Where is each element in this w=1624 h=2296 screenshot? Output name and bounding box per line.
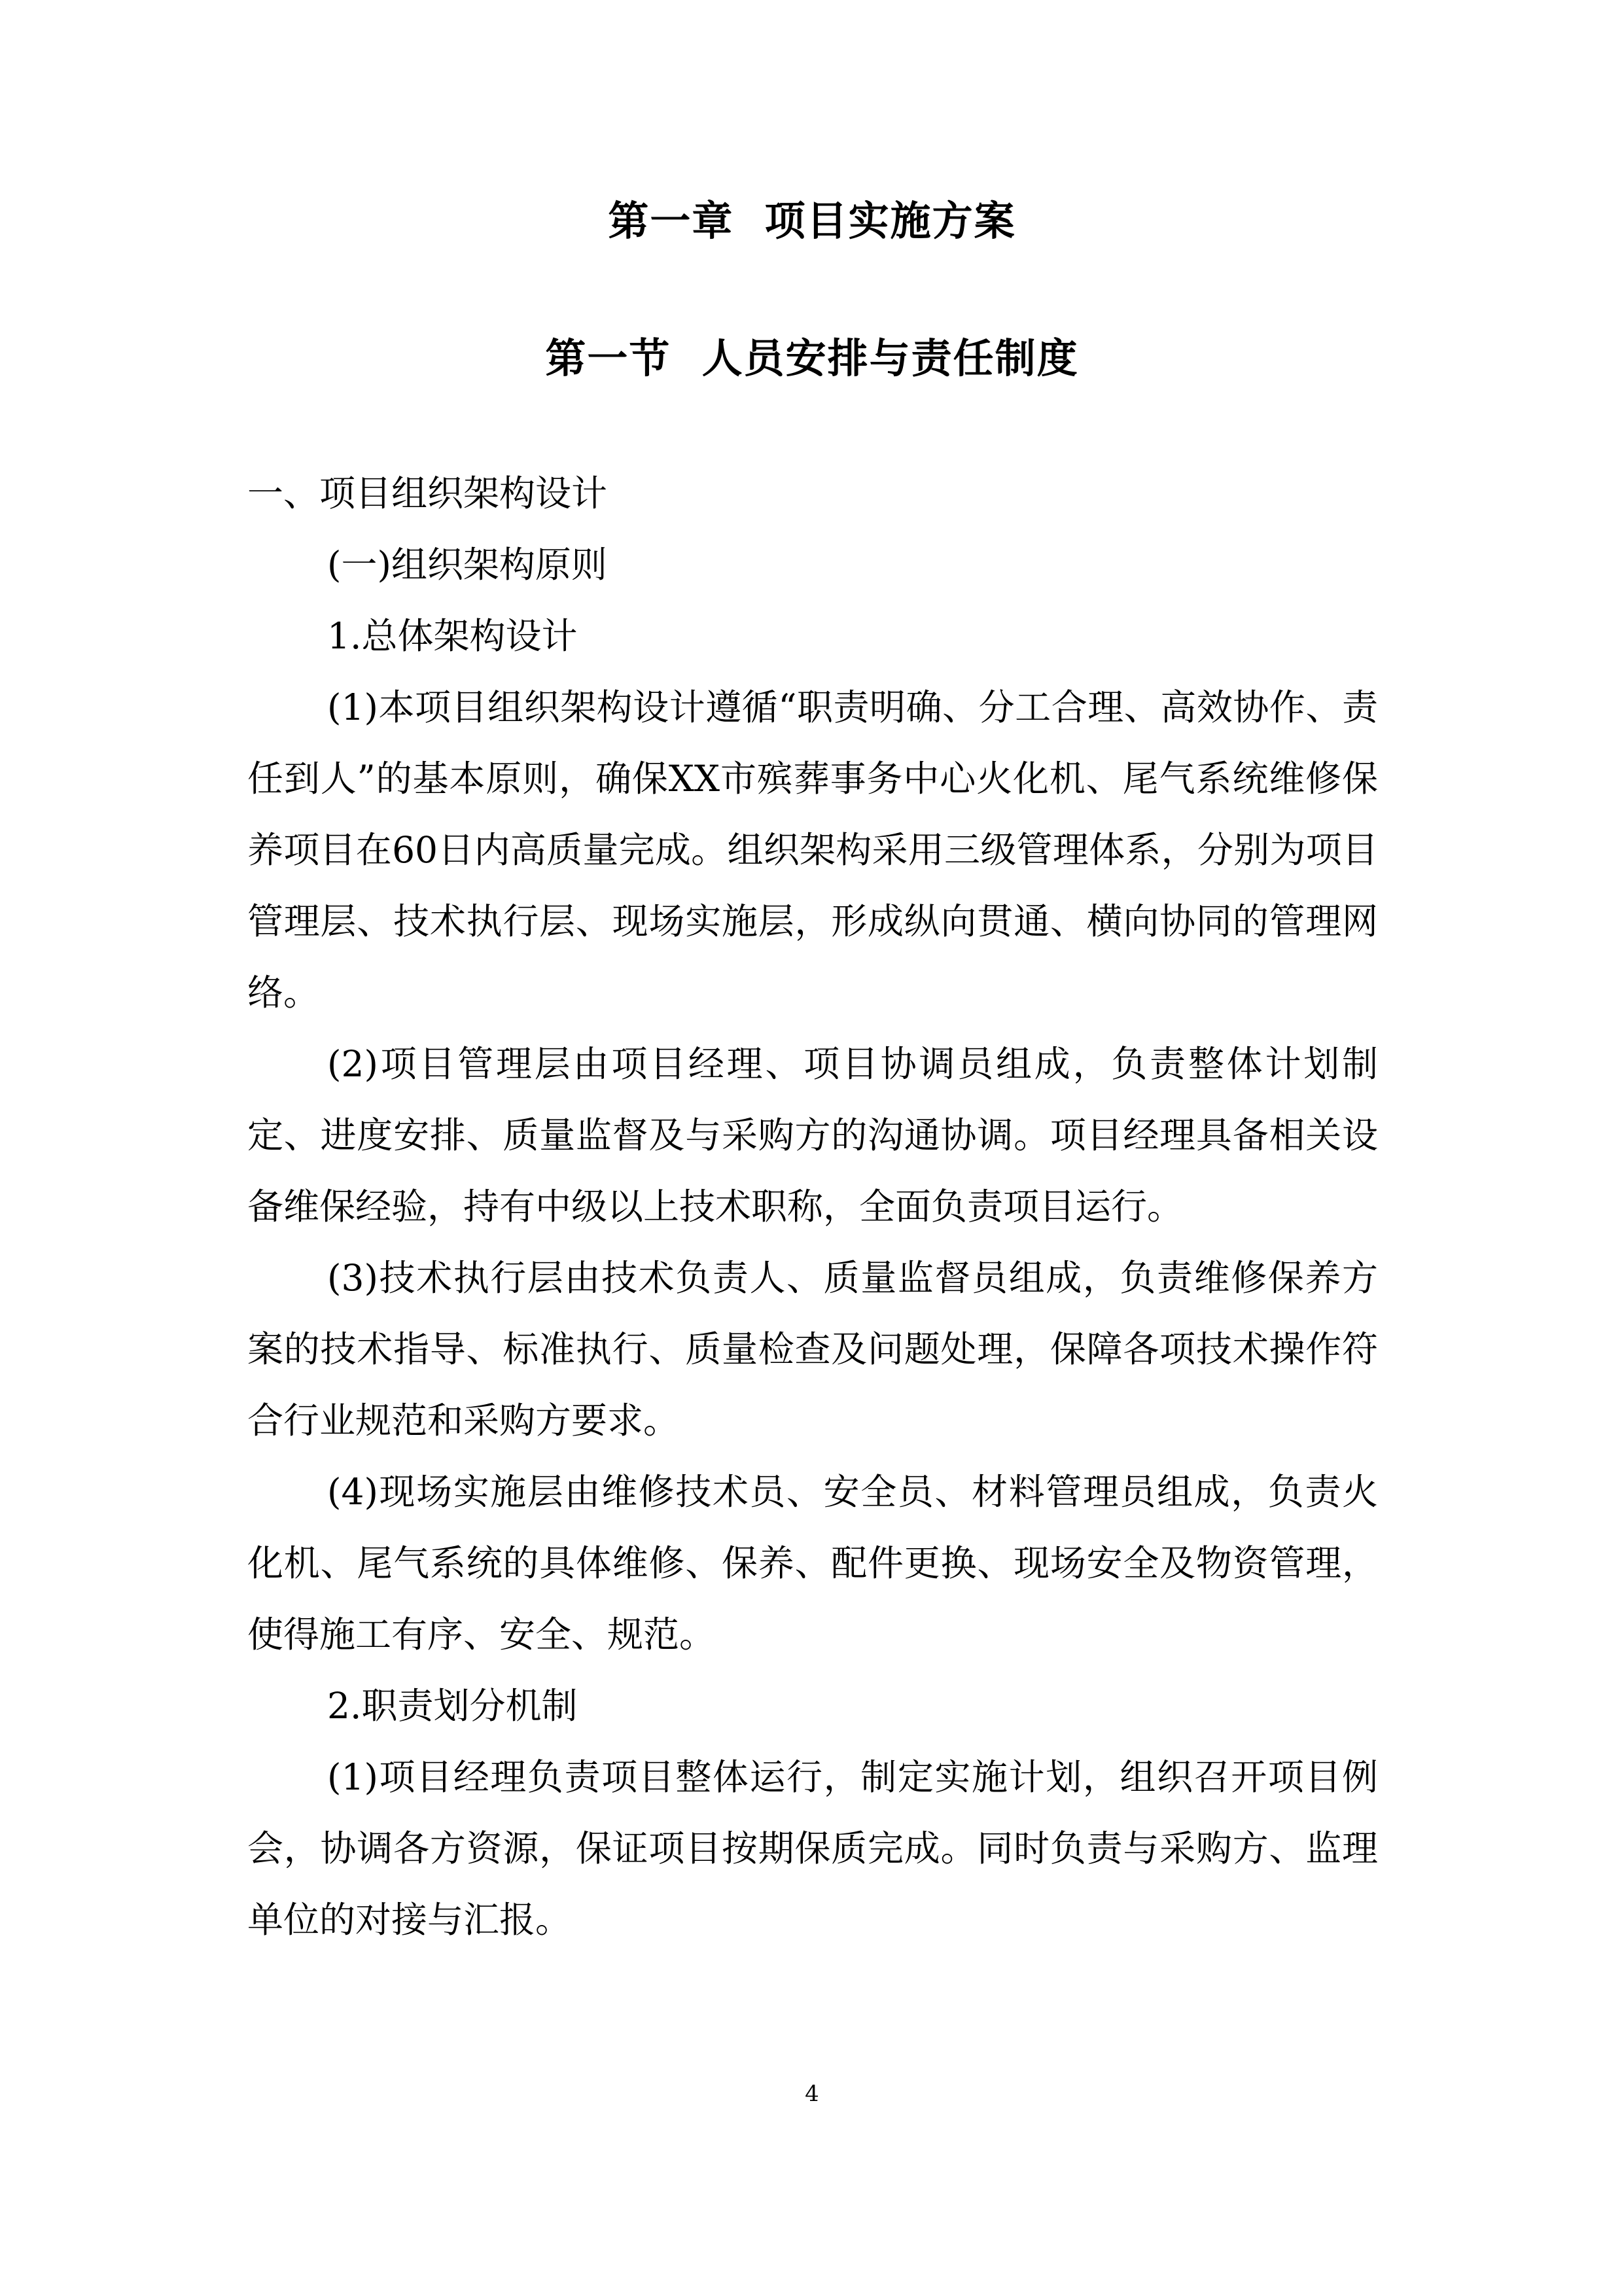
- section-title: 第一节 人员安排与责任制度: [545, 334, 1079, 382]
- heading-level1-org-structure-design: 一、项目组织架构设计: [247, 472, 608, 514]
- page-number: 4: [805, 2081, 819, 2107]
- document-body: [247, 458, 1378, 1956]
- chapter-title: 第一章 项目实施方案: [608, 197, 1016, 245]
- heading-level2-org-principles: (一)组织架构原则: [327, 544, 607, 586]
- paragraph-5-project-manager: (1)项目经理负责项目整体运行，制定实施计划，组织召开项目例会，协调各方资源，保证项目按期保质完成。同时负责与采购方、监理单位的对接与汇报。: [247, 1756, 1378, 1941]
- paragraph-1-principles: (1)本项目组织架构设计遵循“职责明确、分工合理、高效协作、责任到人”的基本原则，确保XX市殡葬事务中心火化机、尾气系统维修保养项目在60日内高质量完成。组织架构采用三级管理体系，分别为项目管理层、技术执行层、现场实施层，形成纵向贯通、横向协同的管理网络。: [247, 686, 1378, 1014]
- heading-level3-responsibility-division: 2.职责划分机制: [327, 1685, 578, 1727]
- paragraph-4-field-layer: (4)现场实施层由维修技术员、安全员、材料管理员组成，负责火化机、尾气系统的具体维修、保养、配件更换、现场安全及物资管理，使得施工有序、安全、规范。: [247, 1471, 1378, 1655]
- paragraph-3-technical-layer: (3)技术执行层由技术负责人、质量监督员组成，负责维修保养方案的技术指导、标准执行、质量检查及问题处理，保障各项技术操作符合行业规范和采购方要求。: [247, 1257, 1378, 1441]
- paragraph-2-management-layer: (2)项目管理层由项目经理、项目协调员组成，负责整体计划制定、进度安排、质量监督及与采购方的沟通协调。项目经理具备相关设备维保经验，持有中级以上技术职称，全面负责项目运行。: [247, 1043, 1378, 1227]
- heading-level3-overall-design: 1.总体架构设计: [327, 615, 578, 657]
